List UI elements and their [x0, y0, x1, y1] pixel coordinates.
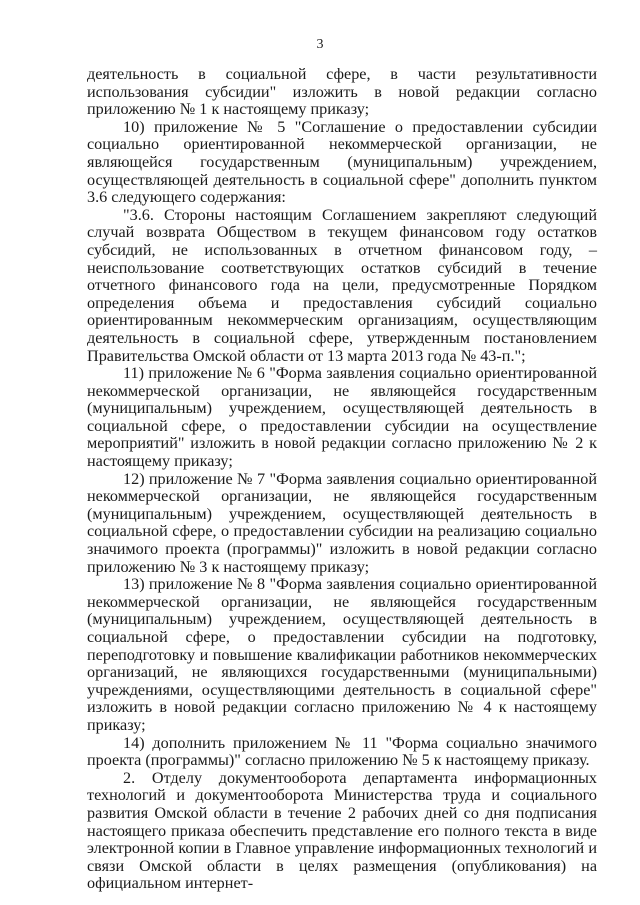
paragraph-item-13: 13) приложение № 8 "Форма заявления социально ориентированной некоммерческой организации, не являющейся государственным (муниципальным) учреждением, осуществляющей деятельность в социальной сфере, о предоставлении субсидии на подготовку, переподготовку и повышение квалификации работников некоммерческих организаций, не являющихся государственными (муниципальными) учреждениями, осуществляющими деятельность в социальной сфере" изложить в новой редакции согласно приложению № 4 к настоящему приказу;	[87, 575, 597, 734]
page-number: 3	[316, 37, 324, 52]
paragraph-quoted-clause-3-6: "3.6. Стороны настоящим Соглашением закрепляют следующий случай возврата Обществом в текущем финансовом году остатков субсидий, не использованных в отчетном финансовом году, – неиспользование соответствующих остатков субсидий в течение отчетного финансового года на цели, предусмотренные Порядком определения объема и предоставления субсидий социально ориентированным некоммерческим организациям, осуществляющим деятельность в социальной сфере, утвержденным постановлением Правительства Омской области от 13 марта 2013 года № 43-п.";	[87, 205, 597, 365]
paragraph-item-11: 11) приложение № 6 "Форма заявления социально ориентированной некоммерческой организации, не являющейся государственным (муниципальным) учреждением, осуществляющей деятельность в социальной сфере, о предоставлении субсидии на осуществление мероприятий" изложить в новой редакции согласно приложению № 2 к настоящему приказу;	[87, 364, 597, 471]
paragraph-continuation: деятельность в социальной сфере, в части результативности использования субсидии" изложить в новой редакции согласно приложению № 1 к настоящему приказу;	[87, 65, 597, 119]
document-body	[87, 66, 597, 893]
paragraph-item-12: 12) приложение № 7 "Форма заявления социально ориентированной некоммерческой организации, не являющейся государственным (муниципальным) учреждением, осуществляющей деятельность в социальной сфере, о предоставлении субсидии на реализацию социально значимого проекта (программы)" изложить в новой редакции согласно приложению № 3 к настоящему приказу;	[87, 469, 597, 576]
paragraph-section-2: 2. Отделу документооборота департамента информационных технологий и документооборота Министерства труда и социального развития Омской области в течение 2 рабочих дней со дня подписания настоящего приказа обеспечить представление его полного текста в виде электронной копии в Главное управление информационных технологий и связи Омской области в целях размещения (опубликования) на официальном интернет-	[87, 768, 597, 893]
paragraph-item-10: 10) приложение № 5 "Соглашение о предоставлении субсидии социально ориентированной некоммерческой организации, не являющейся государственным (муниципальным) учреждением, осуществляющей деятельность в социальной сфере" дополнить пунктом 3.6 следующего содержания:	[87, 117, 597, 207]
paragraph-item-14: 14) дополнить приложением № 11 "Форма социально значимого проекта (программы)" согласно приложению № 5 к настоящему приказу.	[87, 733, 597, 770]
